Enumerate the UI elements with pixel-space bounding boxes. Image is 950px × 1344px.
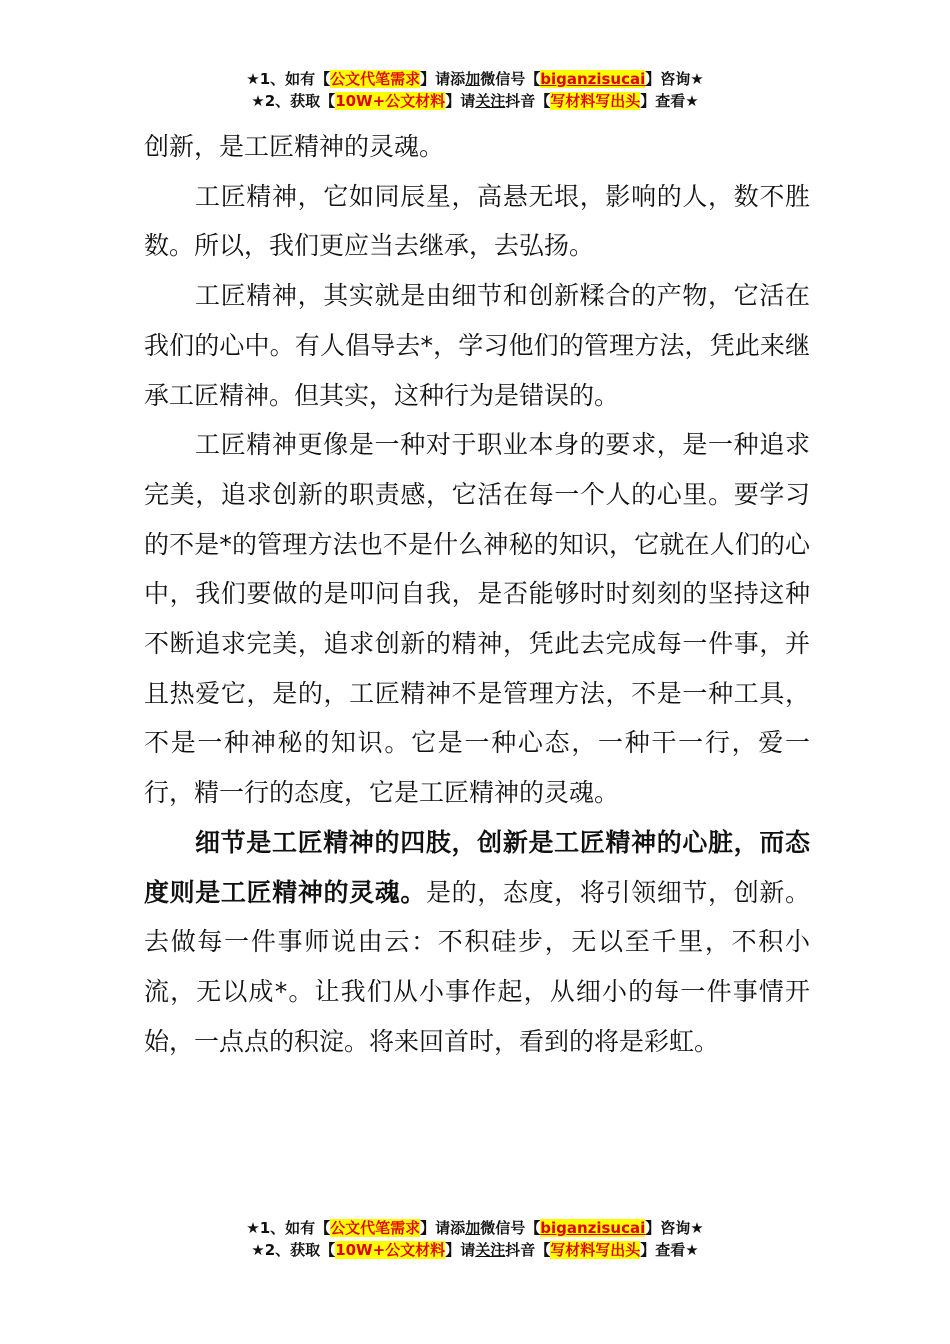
promo-text: ★1、如有【 bbox=[246, 1219, 331, 1237]
promo-underline: 关注 bbox=[475, 1241, 506, 1259]
top-promo-banner bbox=[0, 68, 950, 112]
promo-text: 】查看★ bbox=[640, 1241, 699, 1259]
promo-text: 微信号【 bbox=[480, 1219, 541, 1237]
wechat-id-link[interactable]: biganzisucai bbox=[540, 1219, 646, 1237]
promo-text: 】咨询★ bbox=[645, 1219, 704, 1237]
promo-text: ★2、获取【 bbox=[251, 1241, 336, 1259]
promo-text: 抖音【 bbox=[505, 1241, 551, 1259]
promo-highlight: 公文代笔需求 bbox=[330, 70, 421, 88]
paragraph-5 bbox=[144, 818, 810, 1067]
promo-underline: 加 bbox=[465, 70, 481, 88]
promo-highlight: 写材料写出头 bbox=[550, 92, 641, 110]
paragraph-3: 工匠精神，其实就是由细节和创新糅合的产物，它活在我们的心中。有人倡导去*，学习他们的管理方法，凭此来继承工匠精神。但其实，这种行为是错误的。 bbox=[144, 281, 810, 410]
promo-text: 】请添 bbox=[420, 1219, 466, 1237]
paragraph-4: 工匠精神更像是一种对于职业本身的要求，是一种追求完美，追求创新的职责感，它活在每一个人的心里。要学习的不是*的管理方法也不是什么神秘的知识，它就在人们的心中，我们要做的是叩问自我，是否能够时时刻刻的坚持这种不断追求完美，追求创新的精神，凭此去完成每一件事，并且热爱它，是的，工匠精神不是管理方法，不是一种工具，不是一种神秘的知识。它是一种心态，一种干一行，爱一行，精一行的态度，它是工匠精神的灵魂。 bbox=[144, 430, 810, 808]
paragraph-5-bold-lead: 细节是工匠精神的四肢，创新是工匠精神的心脏，而态度则是工匠精神的灵魂。 bbox=[144, 827, 810, 907]
bottom-promo-banner bbox=[0, 1217, 950, 1261]
promo-line-1 bbox=[0, 68, 950, 90]
promo-highlight: 10W+公文材料 bbox=[335, 92, 446, 110]
promo-text: ★2、获取【 bbox=[251, 92, 336, 110]
promo-text: 】请添 bbox=[420, 70, 466, 88]
promo-text: 】查看★ bbox=[640, 92, 699, 110]
article-body bbox=[144, 122, 810, 1066]
promo-line-2 bbox=[0, 1239, 950, 1261]
promo-text: ★1、如有【 bbox=[246, 70, 331, 88]
promo-highlight: 公文代笔需求 bbox=[330, 1219, 421, 1237]
promo-text: 抖音【 bbox=[505, 92, 551, 110]
promo-underline: 关注 bbox=[475, 92, 506, 110]
promo-text: 】请 bbox=[445, 92, 476, 110]
promo-text: 】请 bbox=[445, 1241, 476, 1259]
paragraph-5-rest: 是的，态度，将引领细节，创新。去做每一件事师说由云：不积硅步，无以至千里，不积小流，无以成*。让我们从小事作起，从细小的每一件事情开始，一点点的积淀。将来回首时，看到的将是彩虹。 bbox=[144, 877, 810, 1056]
paragraph-2: 工匠精神，它如同辰星，高悬无垠，影响的人，数不胜数。所以，我们更应当去继承，去弘扬。 bbox=[144, 181, 810, 261]
promo-text: 】咨询★ bbox=[645, 70, 704, 88]
promo-highlight: 写材料写出头 bbox=[550, 1241, 641, 1259]
promo-line-2 bbox=[0, 90, 950, 112]
paragraph-1: 创新，是工匠精神的灵魂。 bbox=[144, 132, 445, 161]
promo-text: 微信号【 bbox=[480, 70, 541, 88]
wechat-id-link[interactable]: biganzisucai bbox=[540, 70, 646, 88]
promo-underline: 加 bbox=[465, 1219, 481, 1237]
promo-line-1 bbox=[0, 1217, 950, 1239]
promo-highlight: 10W+公文材料 bbox=[335, 1241, 446, 1259]
